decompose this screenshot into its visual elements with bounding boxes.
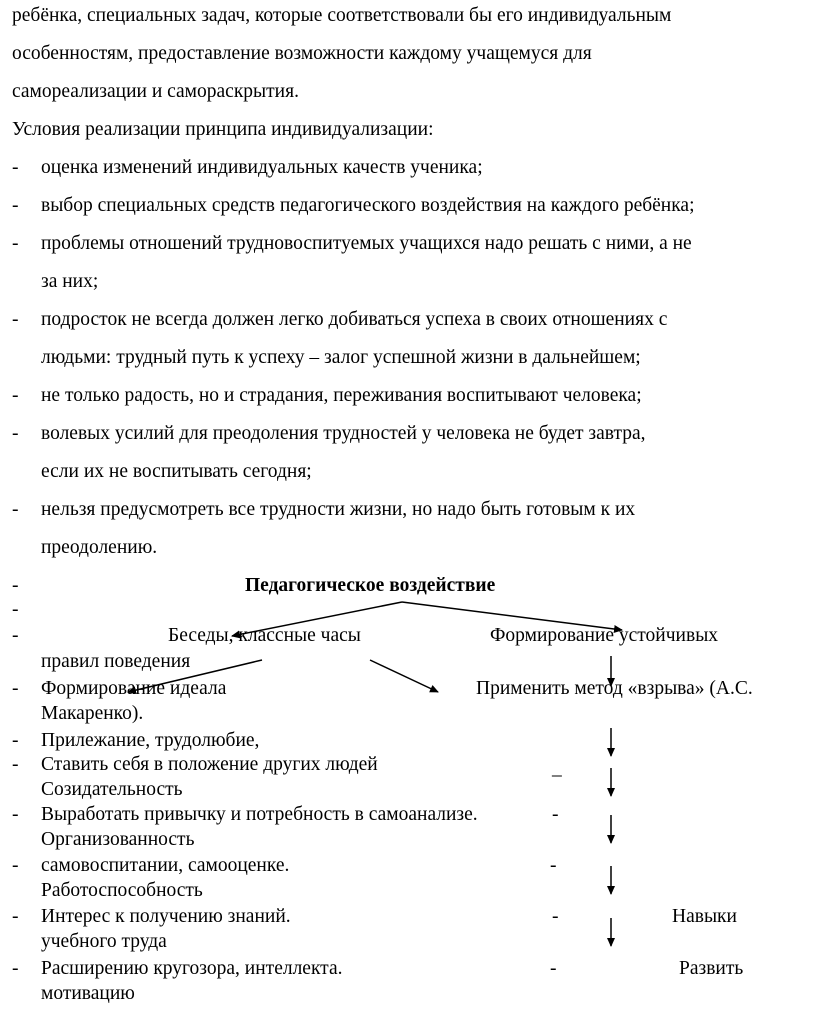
list-bullet: - bbox=[12, 385, 19, 406]
section-heading: Условия реализации принципа индивидуализации: bbox=[12, 119, 434, 140]
diagram-node-continuation: Организованность bbox=[41, 829, 195, 850]
diagram-node: Навыки bbox=[672, 906, 737, 927]
list-item-text: волевых усилий для преодоления трудностей у человека не будет завтра, bbox=[41, 423, 646, 444]
list-bullet: - bbox=[12, 855, 19, 876]
list-item-text: нельзя предусмотреть все трудности жизни, но надо быть готовым к их bbox=[41, 499, 636, 520]
list-item-text: выбор специальных средств педагогического воздействия на каждого ребёнка; bbox=[41, 195, 695, 216]
diagram-node: самовоспитании, самооценке. bbox=[41, 855, 290, 876]
diagram-node: Формирование устойчивых bbox=[490, 625, 719, 646]
list-item-continuation: людьми: трудный путь к успеху – залог успешной жизни в дальнейшем; bbox=[41, 347, 641, 368]
diagram-node-continuation: мотивацию bbox=[41, 983, 135, 1004]
list-item-continuation: преодолению. bbox=[41, 537, 158, 558]
diagram-mark: - bbox=[552, 804, 559, 825]
diagram-node: Беседы, классные часы bbox=[168, 625, 361, 646]
arrow-to-ideal bbox=[128, 660, 262, 692]
list-bullet: - bbox=[12, 730, 19, 751]
list-bullet: - bbox=[12, 754, 19, 775]
list-bullet: - bbox=[12, 599, 19, 620]
list-bullet: - bbox=[12, 906, 19, 927]
diagram-node-continuation: учебного труда bbox=[41, 931, 167, 952]
diagram-node: Расширению кругозора, интеллекта. bbox=[41, 958, 343, 979]
diagram-mark: _ bbox=[552, 758, 562, 779]
list-bullet: - bbox=[12, 157, 19, 178]
list-bullet: - bbox=[12, 804, 19, 825]
list-bullet: - bbox=[12, 678, 19, 699]
diagram-node: Выработать привычку и потребность в самоанализе. bbox=[41, 804, 478, 825]
list-bullet: - bbox=[12, 575, 19, 596]
list-item-text: проблемы отношений трудновоспитуемых учащихся надо решать с ними, а не bbox=[41, 233, 692, 254]
paragraph-line: ребёнка, специальных задач, которые соответствовали бы его индивидуальным bbox=[12, 5, 672, 26]
arrow-to-rules bbox=[402, 602, 622, 630]
list-item-text: подросток не всегда должен легко добиваться успеха в своих отношениях с bbox=[41, 309, 668, 330]
diagram-mark: - bbox=[550, 855, 557, 876]
diagram-node: Применить метод «взрыва» (А.С. bbox=[476, 678, 753, 699]
diagram-node-continuation: правил поведения bbox=[41, 651, 191, 672]
list-bullet: - bbox=[12, 423, 19, 444]
list-bullet: - bbox=[12, 499, 19, 520]
paragraph-line: особенностям, предоставление возможности каждому учащемуся для bbox=[12, 43, 592, 64]
list-item-text: не только радость, но и страдания, переживания воспитывают человека; bbox=[41, 385, 642, 406]
diagram-node: Формирование идеала bbox=[41, 678, 227, 699]
arrow-to-explosion-method bbox=[370, 660, 438, 692]
diagram-node: Ставить себя в положение других людей bbox=[41, 754, 378, 775]
list-bullet: - bbox=[12, 233, 19, 254]
list-bullet: - bbox=[12, 958, 19, 979]
diagram-node-continuation: Работоспособность bbox=[41, 880, 203, 901]
paragraph-line: самореализации и самораскрытия. bbox=[12, 81, 299, 102]
list-bullet: - bbox=[12, 195, 19, 216]
list-item-continuation: если их не воспитывать сегодня; bbox=[41, 461, 312, 482]
diagram-node-continuation: Макаренко). bbox=[41, 703, 144, 724]
diagram-node: Прилежание, трудолюбие, bbox=[41, 730, 260, 751]
diagram-mark: - bbox=[552, 906, 559, 927]
arrow-to-conversations bbox=[232, 602, 402, 636]
diagram-mark: - bbox=[550, 958, 557, 979]
list-item-continuation: за них; bbox=[41, 271, 99, 292]
diagram-title: Педагогическое воздействие bbox=[245, 575, 496, 596]
list-item-text: оценка изменений индивидуальных качеств ученика; bbox=[41, 157, 483, 178]
diagram-node: Интерес к получению знаний. bbox=[41, 906, 291, 927]
diagram-node-continuation: Созидательность bbox=[41, 779, 183, 800]
list-bullet: - bbox=[12, 625, 19, 646]
diagram-node: Развить bbox=[679, 958, 744, 979]
list-bullet: - bbox=[12, 309, 19, 330]
